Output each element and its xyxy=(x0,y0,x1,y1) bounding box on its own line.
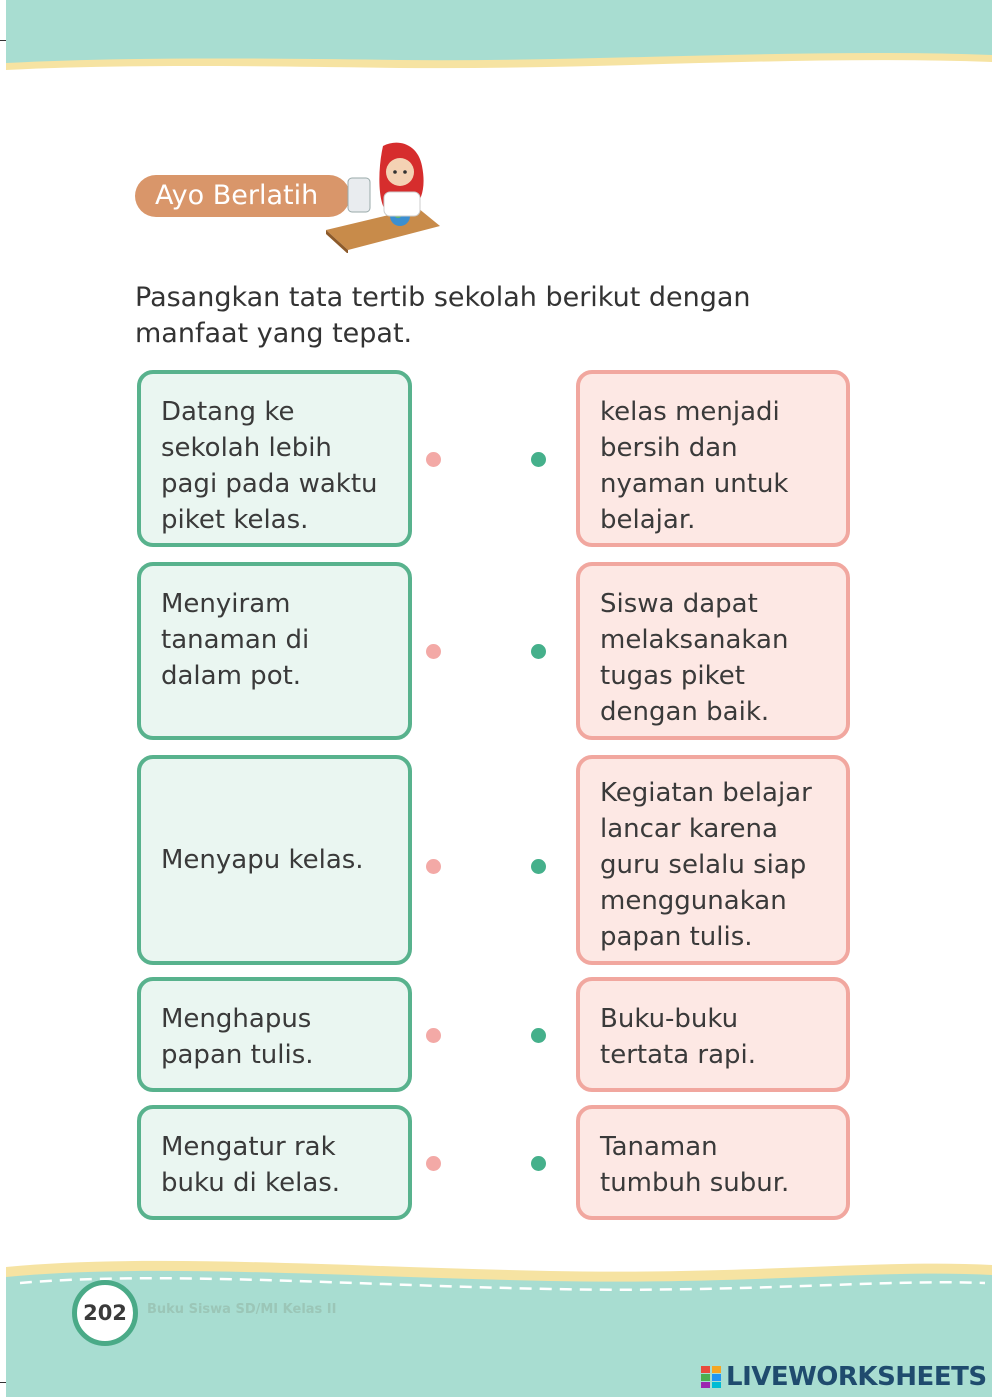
left-card-4 xyxy=(137,977,412,1092)
section-badge: Ayo Berlatih xyxy=(135,175,350,217)
left-match-dot-5[interactable] xyxy=(426,1156,441,1171)
left-card-text: Datang ke sekolah lebih pagi pada waktu piket kelas. xyxy=(161,397,378,535)
left-card-1 xyxy=(137,370,412,547)
page-number: 202 xyxy=(72,1280,138,1346)
book-title: Buku Siswa SD/MI Kelas II xyxy=(147,1302,337,1317)
crop-mark xyxy=(0,1382,6,1383)
left-match-dot-4[interactable] xyxy=(426,1028,441,1043)
crop-mark xyxy=(0,40,6,41)
left-card-text: Menghapus papan tulis. xyxy=(161,1004,314,1070)
right-match-dot-2[interactable] xyxy=(531,644,546,659)
right-card-text: Buku-buku tertata rapi. xyxy=(600,1004,757,1070)
right-card-2 xyxy=(576,562,850,740)
right-card-text: Kegiatan belajar lancar karena guru selalu siap menggunakan papan tulis. xyxy=(600,778,812,952)
right-card-1 xyxy=(576,370,850,547)
left-card-2 xyxy=(137,562,412,740)
right-card-text: Siswa dapat melaksanakan tugas piket dengan baik. xyxy=(600,589,789,727)
left-card-3 xyxy=(137,755,412,965)
right-card-3 xyxy=(576,755,850,965)
right-card-text: kelas menjadi bersih dan nyaman untuk belajar. xyxy=(600,397,789,535)
left-card-text: Mengatur rak buku di kelas. xyxy=(161,1132,341,1198)
right-card-4 xyxy=(576,977,850,1092)
right-match-dot-5[interactable] xyxy=(531,1156,546,1171)
right-card-5 xyxy=(576,1105,850,1220)
instruction-text: Pasangkan tata tertib sekolah berikut dengan manfaat yang tepat. xyxy=(135,282,751,349)
right-match-dot-4[interactable] xyxy=(531,1028,546,1043)
left-match-dot-3[interactable] xyxy=(426,859,441,874)
left-match-dot-1[interactable] xyxy=(426,452,441,467)
right-match-dot-3[interactable] xyxy=(531,859,546,874)
header-band xyxy=(0,0,1000,90)
left-card-text: Menyapu kelas. xyxy=(161,845,364,875)
watermark-text: LIVEWORKSHEETS xyxy=(726,1362,987,1392)
girl-studying-illustration xyxy=(318,138,443,253)
right-card-text: Tanaman tumbuh subur. xyxy=(600,1132,790,1198)
liveworksheets-watermark xyxy=(700,1362,995,1392)
left-card-5 xyxy=(137,1105,412,1220)
left-match-dot-2[interactable] xyxy=(426,644,441,659)
right-match-dot-1[interactable] xyxy=(531,452,546,467)
left-card-text: Menyiram tanaman di dalam pot. xyxy=(161,589,310,691)
liveworksheets-logo-icon xyxy=(700,1365,722,1389)
